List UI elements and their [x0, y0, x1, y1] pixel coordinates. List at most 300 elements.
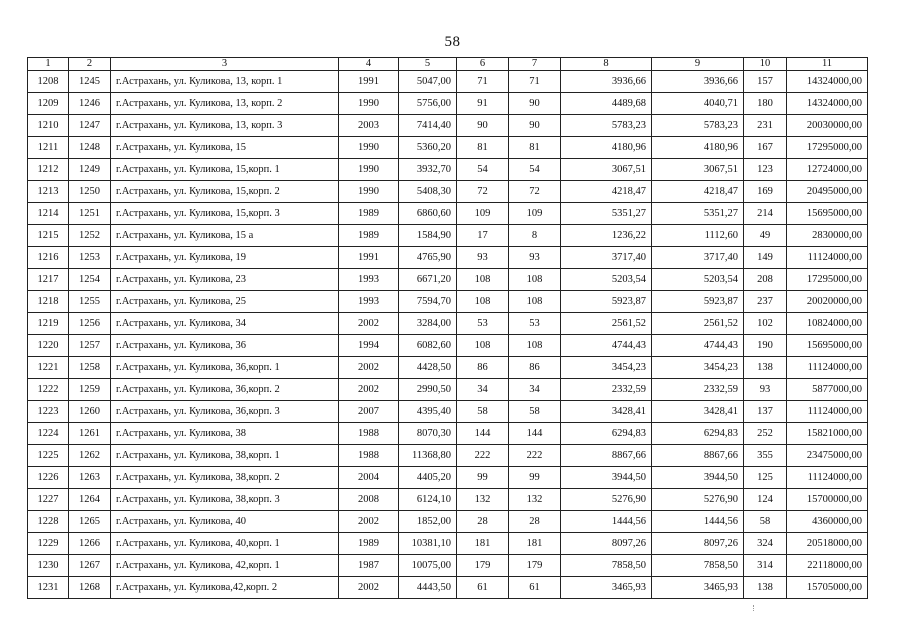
cell-rating: 49: [744, 225, 787, 247]
cell-row-index: 1217: [28, 269, 69, 291]
cell-living-area: 5203,54: [561, 269, 652, 291]
cell-residents-count: 99: [509, 467, 561, 489]
cell-year-built: 1993: [339, 291, 399, 313]
cell-row-index: 1225: [28, 445, 69, 467]
cell-rating: 138: [744, 577, 787, 599]
cell-useful-area: 8867,66: [652, 445, 744, 467]
cell-total-area: 10075,00: [399, 555, 457, 577]
cell-residents-count: 144: [509, 423, 561, 445]
cell-object-number: 1254: [69, 269, 111, 291]
cell-row-index: 1220: [28, 335, 69, 357]
column-header-4: 4: [339, 58, 399, 71]
cell-object-number: 1248: [69, 137, 111, 159]
cell-address: г.Астрахань, ул. Куликова, 38,корп. 2: [111, 467, 339, 489]
cell-flats-count: 81: [457, 137, 509, 159]
cell-row-index: 1226: [28, 467, 69, 489]
cell-rating: 124: [744, 489, 787, 511]
cell-row-index: 1211: [28, 137, 69, 159]
cell-total-area: 3284,00: [399, 313, 457, 335]
cell-object-number: 1251: [69, 203, 111, 225]
cell-total-area: 4428,50: [399, 357, 457, 379]
cell-residents-count: 81: [509, 137, 561, 159]
cell-total-area: 10381,10: [399, 533, 457, 555]
cell-flats-count: 132: [457, 489, 509, 511]
cell-row-index: 1227: [28, 489, 69, 511]
cell-useful-area: 6294,83: [652, 423, 744, 445]
cell-cost: 20020000,00: [787, 291, 868, 313]
cell-rating: 214: [744, 203, 787, 225]
cell-address: г.Астрахань, ул. Куликова, 15,корп. 2: [111, 181, 339, 203]
cell-living-area: 5351,27: [561, 203, 652, 225]
column-header-8: 8: [561, 58, 652, 71]
cell-year-built: 2002: [339, 379, 399, 401]
cell-row-index: 1216: [28, 247, 69, 269]
cell-useful-area: 4040,71: [652, 93, 744, 115]
cell-year-built: 1991: [339, 71, 399, 93]
cell-address: г.Астрахань, ул. Куликова, 34: [111, 313, 339, 335]
cell-cost: 5877000,00: [787, 379, 868, 401]
table-row: [28, 533, 868, 555]
cell-object-number: 1259: [69, 379, 111, 401]
cell-row-index: 1229: [28, 533, 69, 555]
cell-address: г.Астрахань, ул. Куликова, 40: [111, 511, 339, 533]
table-row: [28, 137, 868, 159]
cell-living-area: 2332,59: [561, 379, 652, 401]
table-row: [28, 203, 868, 225]
cell-total-area: 4765,90: [399, 247, 457, 269]
cell-rating: 137: [744, 401, 787, 423]
cell-address: г.Астрахань, ул. Куликова, 15,корп. 3: [111, 203, 339, 225]
cell-flats-count: 71: [457, 71, 509, 93]
cell-living-area: 3067,51: [561, 159, 652, 181]
table-row: [28, 71, 868, 93]
table-row: [28, 423, 868, 445]
cell-rating: 169: [744, 181, 787, 203]
cell-address: г.Астрахань, ул. Куликова, 42,корп. 1: [111, 555, 339, 577]
cell-total-area: 5360,20: [399, 137, 457, 159]
cell-flats-count: 109: [457, 203, 509, 225]
cell-living-area: 3465,93: [561, 577, 652, 599]
cell-residents-count: 222: [509, 445, 561, 467]
cell-cost: 20030000,00: [787, 115, 868, 137]
cell-row-index: 1219: [28, 313, 69, 335]
cell-flats-count: 17: [457, 225, 509, 247]
cell-object-number: 1247: [69, 115, 111, 137]
cell-total-area: 3932,70: [399, 159, 457, 181]
cell-cost: 15695000,00: [787, 335, 868, 357]
cell-flats-count: 108: [457, 269, 509, 291]
cell-address: г.Астрахань, ул. Куликова, 25: [111, 291, 339, 313]
table-row: [28, 313, 868, 335]
cell-object-number: 1255: [69, 291, 111, 313]
cell-useful-area: 3717,40: [652, 247, 744, 269]
column-header-3: 3: [111, 58, 339, 71]
cell-total-area: 6671,20: [399, 269, 457, 291]
cell-residents-count: 93: [509, 247, 561, 269]
cell-total-area: 8070,30: [399, 423, 457, 445]
cell-row-index: 1223: [28, 401, 69, 423]
cell-residents-count: 61: [509, 577, 561, 599]
cell-residents-count: 108: [509, 269, 561, 291]
cell-year-built: 2007: [339, 401, 399, 423]
cell-object-number: 1256: [69, 313, 111, 335]
cell-flats-count: 91: [457, 93, 509, 115]
cell-total-area: 5047,00: [399, 71, 457, 93]
cell-rating: 208: [744, 269, 787, 291]
table-row: [28, 269, 868, 291]
cell-useful-area: 4744,43: [652, 335, 744, 357]
cell-cost: 17295000,00: [787, 137, 868, 159]
column-header-7: 7: [509, 58, 561, 71]
cell-residents-count: 108: [509, 335, 561, 357]
cell-object-number: 1261: [69, 423, 111, 445]
cell-total-area: 5408,30: [399, 181, 457, 203]
cell-rating: 237: [744, 291, 787, 313]
cell-useful-area: 5783,23: [652, 115, 744, 137]
cell-object-number: 1249: [69, 159, 111, 181]
cell-flats-count: 72: [457, 181, 509, 203]
cell-residents-count: 58: [509, 401, 561, 423]
cell-residents-count: 54: [509, 159, 561, 181]
cell-flats-count: 34: [457, 379, 509, 401]
cell-cost: 15821000,00: [787, 423, 868, 445]
cell-total-area: 1852,00: [399, 511, 457, 533]
table-row: [28, 489, 868, 511]
cell-object-number: 1266: [69, 533, 111, 555]
cell-flats-count: 90: [457, 115, 509, 137]
cell-useful-area: 5203,54: [652, 269, 744, 291]
cell-flats-count: 179: [457, 555, 509, 577]
cell-useful-area: 2561,52: [652, 313, 744, 335]
cell-residents-count: 28: [509, 511, 561, 533]
cell-residents-count: 90: [509, 93, 561, 115]
column-header-9: 9: [652, 58, 744, 71]
table-row: [28, 357, 868, 379]
cell-useful-area: 5923,87: [652, 291, 744, 313]
cell-address: г.Астрахань, ул. Куликова, 23: [111, 269, 339, 291]
table-body: [28, 71, 868, 599]
housing-registry-table: [27, 57, 868, 599]
cell-row-index: 1214: [28, 203, 69, 225]
cell-cost: 4360000,00: [787, 511, 868, 533]
cell-flats-count: 108: [457, 335, 509, 357]
cell-total-area: 7414,40: [399, 115, 457, 137]
table-row: [28, 159, 868, 181]
cell-rating: 167: [744, 137, 787, 159]
cell-living-area: 5276,90: [561, 489, 652, 511]
cell-rating: 180: [744, 93, 787, 115]
cell-object-number: 1245: [69, 71, 111, 93]
cell-row-index: 1230: [28, 555, 69, 577]
cell-cost: 10824000,00: [787, 313, 868, 335]
cell-total-area: 6860,60: [399, 203, 457, 225]
cell-living-area: 5923,87: [561, 291, 652, 313]
cell-object-number: 1250: [69, 181, 111, 203]
cell-residents-count: 90: [509, 115, 561, 137]
cell-year-built: 1989: [339, 533, 399, 555]
cell-row-index: 1213: [28, 181, 69, 203]
cell-flats-count: 144: [457, 423, 509, 445]
cell-residents-count: 71: [509, 71, 561, 93]
cell-year-built: 1987: [339, 555, 399, 577]
cell-row-index: 1228: [28, 511, 69, 533]
cell-row-index: 1210: [28, 115, 69, 137]
cell-living-area: 4489,68: [561, 93, 652, 115]
column-header-5: 5: [399, 58, 457, 71]
cell-address: г.Астрахань, ул. Куликова, 13, корп. 2: [111, 93, 339, 115]
cell-flats-count: 93: [457, 247, 509, 269]
table-row: [28, 225, 868, 247]
cell-rating: 231: [744, 115, 787, 137]
cell-address: г.Астрахань, ул. Куликова, 13, корп. 1: [111, 71, 339, 93]
cell-residents-count: 179: [509, 555, 561, 577]
cell-living-area: 3936,66: [561, 71, 652, 93]
cell-rating: 123: [744, 159, 787, 181]
cell-object-number: 1246: [69, 93, 111, 115]
cell-year-built: 1988: [339, 445, 399, 467]
cell-useful-area: 1112,60: [652, 225, 744, 247]
cell-flats-count: 86: [457, 357, 509, 379]
table-row: [28, 93, 868, 115]
cell-flats-count: 99: [457, 467, 509, 489]
cell-object-number: 1252: [69, 225, 111, 247]
cell-useful-area: 1444,56: [652, 511, 744, 533]
cell-year-built: 2002: [339, 313, 399, 335]
cell-cost: 12724000,00: [787, 159, 868, 181]
cell-rating: 252: [744, 423, 787, 445]
cell-living-area: 1444,56: [561, 511, 652, 533]
column-header-1: 1: [28, 58, 69, 71]
cell-living-area: 4180,96: [561, 137, 652, 159]
cell-address: г.Астрахань, ул. Куликова, 36: [111, 335, 339, 357]
cell-year-built: 1994: [339, 335, 399, 357]
cell-living-area: 1236,22: [561, 225, 652, 247]
cell-rating: 314: [744, 555, 787, 577]
cell-year-built: 1989: [339, 225, 399, 247]
cell-rating: 138: [744, 357, 787, 379]
cell-year-built: 2002: [339, 357, 399, 379]
cell-address: г.Астрахань, ул. Куликова, 36,корп. 2: [111, 379, 339, 401]
cell-total-area: 6082,60: [399, 335, 457, 357]
cell-cost: 23475000,00: [787, 445, 868, 467]
cell-living-area: 8867,66: [561, 445, 652, 467]
cell-object-number: 1267: [69, 555, 111, 577]
table-row: [28, 401, 868, 423]
cell-living-area: 2561,52: [561, 313, 652, 335]
cell-row-index: 1209: [28, 93, 69, 115]
cell-cost: 11124000,00: [787, 467, 868, 489]
cell-address: г.Астрахань, ул. Куликова, 38: [111, 423, 339, 445]
cell-object-number: 1262: [69, 445, 111, 467]
cell-row-index: 1215: [28, 225, 69, 247]
cell-rating: 125: [744, 467, 787, 489]
cell-cost: 17295000,00: [787, 269, 868, 291]
cell-cost: 11124000,00: [787, 247, 868, 269]
cell-cost: 15695000,00: [787, 203, 868, 225]
cell-flats-count: 54: [457, 159, 509, 181]
cell-address: г.Астрахань, ул. Куликова, 15,корп. 1: [111, 159, 339, 181]
cell-useful-area: 8097,26: [652, 533, 744, 555]
cell-useful-area: 2332,59: [652, 379, 744, 401]
table-header-row: [28, 58, 868, 71]
cell-object-number: 1258: [69, 357, 111, 379]
column-header-11: 11: [787, 58, 868, 71]
cell-cost: 15705000,00: [787, 577, 868, 599]
table-row: [28, 577, 868, 599]
cell-total-area: 5756,00: [399, 93, 457, 115]
cell-cost: 15700000,00: [787, 489, 868, 511]
cell-address: г.Астрахань, ул. Куликова, 38,корп. 3: [111, 489, 339, 511]
cell-cost: 11124000,00: [787, 401, 868, 423]
cell-address: г.Астрахань, ул. Куликова, 40,корп. 1: [111, 533, 339, 555]
cell-row-index: 1224: [28, 423, 69, 445]
cell-year-built: 1990: [339, 181, 399, 203]
cell-object-number: 1260: [69, 401, 111, 423]
cell-residents-count: 53: [509, 313, 561, 335]
cell-address: г.Астрахань, ул. Куликова, 19: [111, 247, 339, 269]
cell-useful-area: 3454,23: [652, 357, 744, 379]
cell-object-number: 1263: [69, 467, 111, 489]
cell-total-area: 4443,50: [399, 577, 457, 599]
cell-flats-count: 58: [457, 401, 509, 423]
cell-total-area: 11368,80: [399, 445, 457, 467]
table-row: [28, 115, 868, 137]
cell-rating: 355: [744, 445, 787, 467]
cell-total-area: 1584,90: [399, 225, 457, 247]
cell-useful-area: 5276,90: [652, 489, 744, 511]
column-header-2: 2: [69, 58, 111, 71]
cell-row-index: 1218: [28, 291, 69, 313]
cell-flats-count: 108: [457, 291, 509, 313]
cell-year-built: 2003: [339, 115, 399, 137]
cell-cost: 20495000,00: [787, 181, 868, 203]
column-header-6: 6: [457, 58, 509, 71]
cell-year-built: 2002: [339, 577, 399, 599]
cell-year-built: 1993: [339, 269, 399, 291]
cell-object-number: 1253: [69, 247, 111, 269]
cell-year-built: 1990: [339, 159, 399, 181]
cell-year-built: 1988: [339, 423, 399, 445]
cell-object-number: 1257: [69, 335, 111, 357]
cell-rating: 149: [744, 247, 787, 269]
cell-living-area: 8097,26: [561, 533, 652, 555]
cell-row-index: 1231: [28, 577, 69, 599]
cell-useful-area: 3428,41: [652, 401, 744, 423]
cell-residents-count: 86: [509, 357, 561, 379]
cell-address: г.Астрахань, ул. Куликова,42,корп. 2: [111, 577, 339, 599]
cell-useful-area: 3067,51: [652, 159, 744, 181]
cell-living-area: 6294,83: [561, 423, 652, 445]
cell-living-area: 4744,43: [561, 335, 652, 357]
cell-address: г.Астрахань, ул. Куликова, 38,корп. 1: [111, 445, 339, 467]
cell-flats-count: 222: [457, 445, 509, 467]
cell-total-area: 2990,50: [399, 379, 457, 401]
scan-mark: [753, 605, 756, 611]
table-row: [28, 467, 868, 489]
cell-useful-area: 3944,50: [652, 467, 744, 489]
cell-useful-area: 3465,93: [652, 577, 744, 599]
cell-row-index: 1208: [28, 71, 69, 93]
cell-residents-count: 132: [509, 489, 561, 511]
cell-rating: 324: [744, 533, 787, 555]
cell-address: г.Астрахань, ул. Куликова, 15 а: [111, 225, 339, 247]
cell-living-area: 3944,50: [561, 467, 652, 489]
cell-object-number: 1265: [69, 511, 111, 533]
cell-address: г.Астрахань, ул. Куликова, 36,корп. 1: [111, 357, 339, 379]
cell-residents-count: 72: [509, 181, 561, 203]
cell-living-area: 3428,41: [561, 401, 652, 423]
cell-year-built: 2002: [339, 511, 399, 533]
table-row: [28, 181, 868, 203]
cell-residents-count: 34: [509, 379, 561, 401]
cell-flats-count: 181: [457, 533, 509, 555]
cell-living-area: 5783,23: [561, 115, 652, 137]
cell-rating: 157: [744, 71, 787, 93]
cell-object-number: 1264: [69, 489, 111, 511]
cell-cost: 22118000,00: [787, 555, 868, 577]
cell-rating: 58: [744, 511, 787, 533]
cell-residents-count: 108: [509, 291, 561, 313]
cell-living-area: 3454,23: [561, 357, 652, 379]
cell-row-index: 1221: [28, 357, 69, 379]
cell-useful-area: 3936,66: [652, 71, 744, 93]
cell-cost: 11124000,00: [787, 357, 868, 379]
table-row: [28, 335, 868, 357]
table-row: [28, 247, 868, 269]
cell-address: г.Астрахань, ул. Куликова, 13, корп. 3: [111, 115, 339, 137]
cell-cost: 14324000,00: [787, 71, 868, 93]
cell-total-area: 4395,40: [399, 401, 457, 423]
cell-residents-count: 181: [509, 533, 561, 555]
cell-cost: 2830000,00: [787, 225, 868, 247]
page-number: 58: [444, 34, 461, 50]
cell-rating: 190: [744, 335, 787, 357]
cell-object-number: 1268: [69, 577, 111, 599]
cell-flats-count: 53: [457, 313, 509, 335]
cell-living-area: 3717,40: [561, 247, 652, 269]
column-header-10: 10: [744, 58, 787, 71]
cell-row-index: 1212: [28, 159, 69, 181]
cell-useful-area: 7858,50: [652, 555, 744, 577]
cell-rating: 93: [744, 379, 787, 401]
cell-total-area: 6124,10: [399, 489, 457, 511]
cell-address: г.Астрахань, ул. Куликова, 15: [111, 137, 339, 159]
cell-flats-count: 61: [457, 577, 509, 599]
cell-flats-count: 28: [457, 511, 509, 533]
table-row: [28, 511, 868, 533]
cell-total-area: 4405,20: [399, 467, 457, 489]
cell-year-built: 1990: [339, 137, 399, 159]
cell-rating: 102: [744, 313, 787, 335]
cell-year-built: 1989: [339, 203, 399, 225]
cell-residents-count: 8: [509, 225, 561, 247]
cell-row-index: 1222: [28, 379, 69, 401]
cell-useful-area: 5351,27: [652, 203, 744, 225]
cell-year-built: 1991: [339, 247, 399, 269]
cell-useful-area: 4180,96: [652, 137, 744, 159]
cell-residents-count: 109: [509, 203, 561, 225]
cell-living-area: 7858,50: [561, 555, 652, 577]
cell-year-built: 2004: [339, 467, 399, 489]
cell-address: г.Астрахань, ул. Куликова, 36,корп. 3: [111, 401, 339, 423]
table-row: [28, 291, 868, 313]
table-row: [28, 379, 868, 401]
table-row: [28, 445, 868, 467]
cell-total-area: 7594,70: [399, 291, 457, 313]
cell-cost: 14324000,00: [787, 93, 868, 115]
cell-useful-area: 4218,47: [652, 181, 744, 203]
cell-year-built: 1990: [339, 93, 399, 115]
